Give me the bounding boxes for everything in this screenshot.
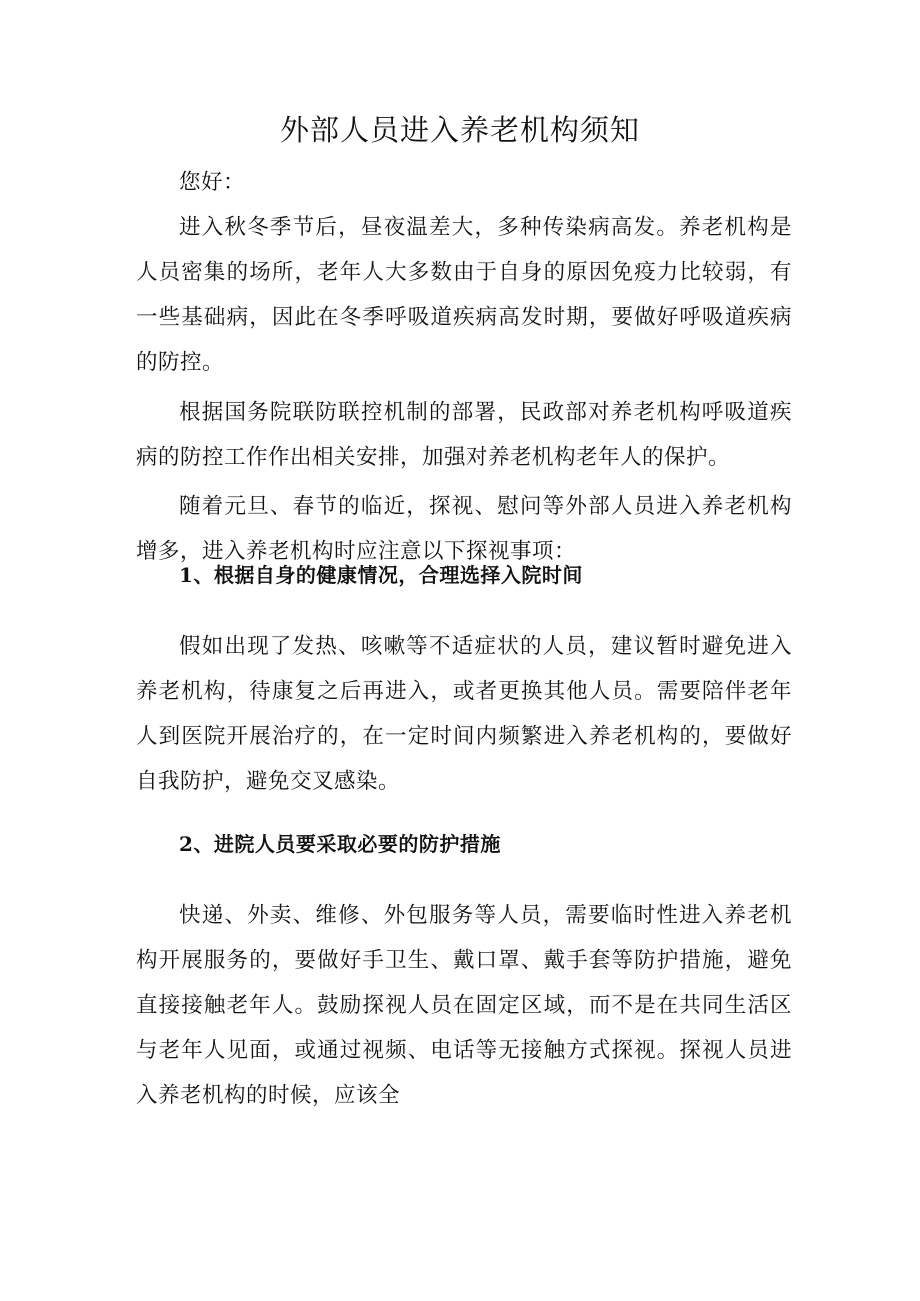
paragraph-seasonal-risk: 进入秋冬季节后，昼夜温差大，多种传染病高发。养老机构是人员密集的场所，老年人大多数由于自身的原因免疫力比较弱，有一些基础病，因此在冬季呼吸道疾病高发时期，要做好呼吸道疾病的防控。 <box>136 215 792 375</box>
section2-heading: 2、进院人员要采取必要的防护措施 <box>179 832 501 856</box>
section1-heading: 1、根据自身的健康情况，合理选择入院时间 <box>179 563 583 587</box>
section2-text: 快递、外卖、维修、外包服务等人员，需要临时性进入养老机构开展服务的，要做好手卫生、戴口罩、戴手套等防护措施，避免直接接触老年人。鼓励探视人员在固定区域，而不是在共同生活区与老年人见面，或通过视频、电话等无接触方式探视。探视人员进入养老机构的时候，应该全 <box>136 903 792 1108</box>
section1-text: 假如出现了发热、咳嗽等不适症状的人员，建议暂时避免进入养老机构，待康复之后再进入，或者更换其他人员。需要陪伴老年人到医院开展治疗的，在一定时间内频繁进入养老机构的，要做好自我防护，避免交叉感染。 <box>136 634 792 794</box>
paragraph-state-council: 根据国务院联防联控机制的部署，民政部对养老机构呼吸道疾病的防控工作作出相关安排，加强对养老机构老年人的保护。 <box>136 400 792 470</box>
greeting: 您好： <box>179 170 246 195</box>
document-title: 外部人员进入养老机构须知 <box>279 113 640 147</box>
paragraph-holiday-visits: 随着元旦、春节的临近，探视、慰问等外部人员进入养老机构增多，进入养老机构时应注意以下探视事项： <box>136 494 792 564</box>
